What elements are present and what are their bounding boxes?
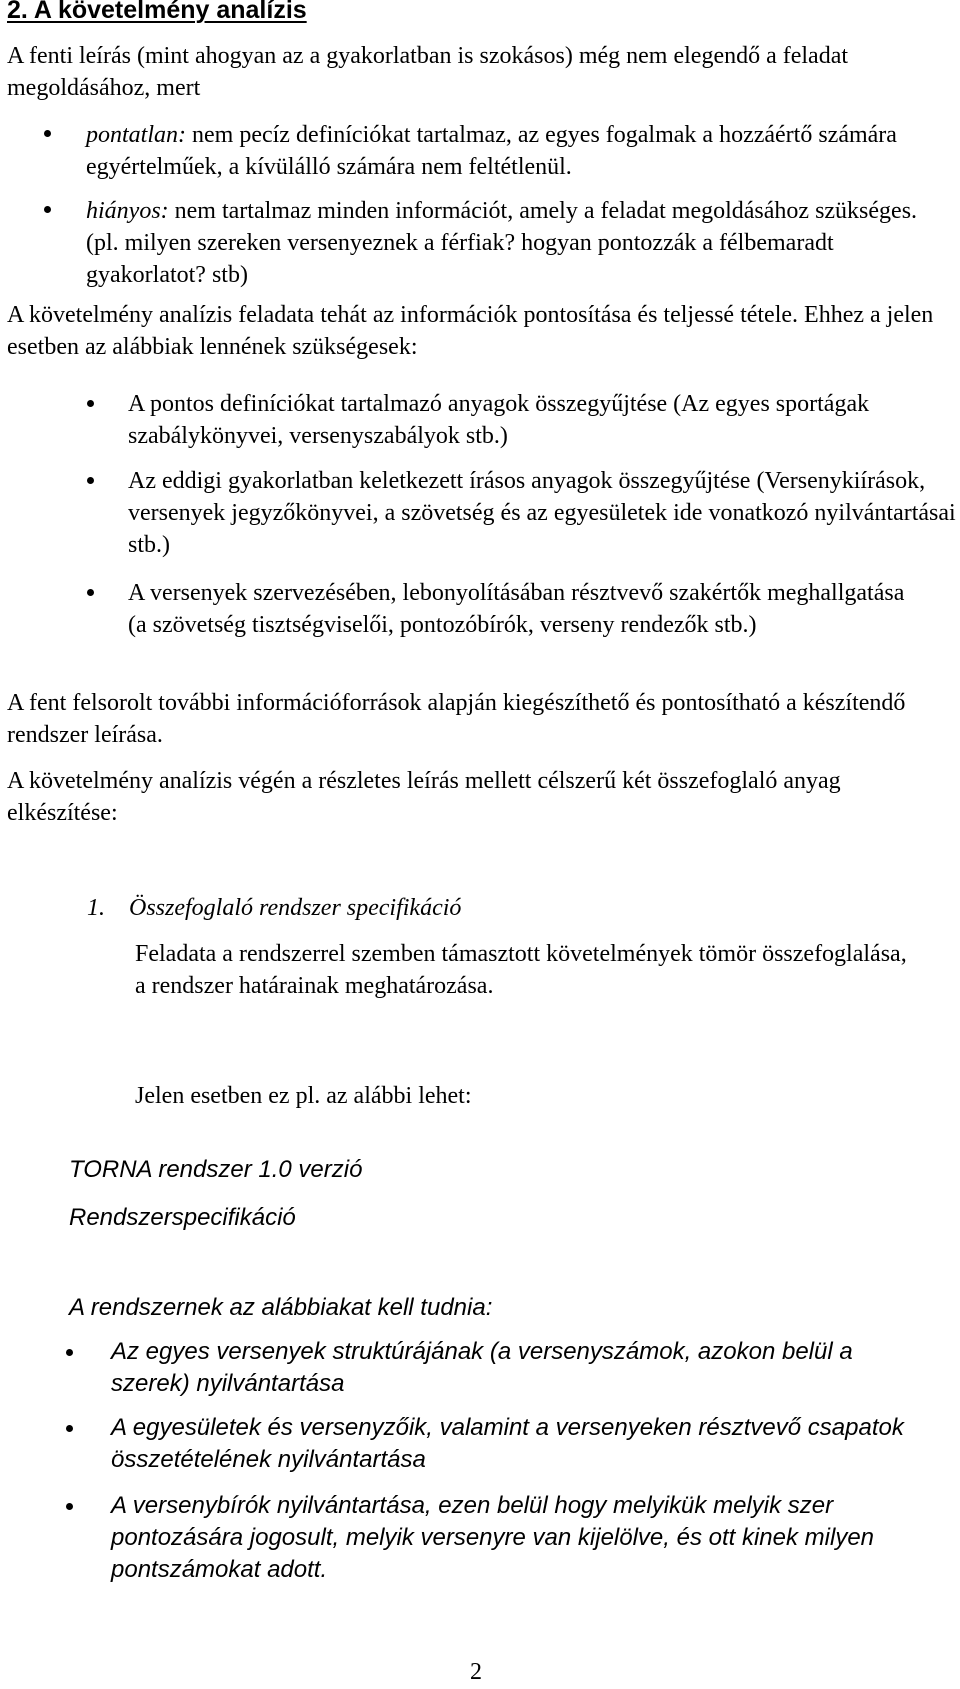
spec-item-clubs: A egyesületek és versenyzőik, valamint a versenyeken résztvevő csapatok összetételének nyilvántartása: [111, 1414, 904, 1473]
bullet-icon: [44, 206, 51, 213]
section-heading: 2. A követelmény analízis: [7, 0, 307, 24]
paragraph-summary: A követelmény analízis végén a részletes leírás mellett célszerű két összefoglaló anyag elkészítése:: [7, 768, 841, 826]
spec-subtitle: Rendszerspecifikáció: [69, 1204, 296, 1231]
intro-paragraph: A fenti leírás (mint ahogyan az a gyakorlatban is szokásos) még nem elegendő a feladat megoldásához, mert: [7, 43, 849, 101]
bullet-icon: [66, 1425, 73, 1432]
bullet-icon: [66, 1503, 73, 1510]
example-intro: Jelen esetben ez pl. az alábbi lehet:: [135, 1083, 472, 1109]
paragraph-sources: A fent felsorolt további információforrások alapján kiegészíthető és pontosítható a készítendő rendszer leírása.: [7, 690, 906, 748]
spec-item-judges: A versenybírók nyilvántartása, ezen belül hogy melyikük melyik szer pontozására jogosult, melyik versenyre van kijelölve, és ott kinek milyen pontszámokat adott.: [111, 1492, 875, 1583]
need-item-experts: A versenyek szervezésében, lebonyolításában résztvevő szakértők meghallgatása (a szövetség tisztségviselői, pontozóbírók, verseny rendezők stb.): [128, 580, 905, 638]
spec-title: TORNA rendszer 1.0 verzió: [69, 1156, 363, 1183]
bullet-icon: [66, 1349, 73, 1356]
problem-item-imprecise: [86, 119, 936, 183]
numbered-heading-title: Összefoglaló rendszer specifikáció: [129, 895, 462, 921]
numbered-heading: [87, 892, 461, 924]
bullet-icon: [44, 130, 51, 137]
bullet-icon: [87, 477, 94, 484]
bullet-icon: [87, 589, 94, 596]
need-item-definitions: A pontos definíciókat tartalmazó anyagok összegyűjtése (Az egyes sportágak szabálykönyvei, versenyszabályok stb.): [128, 391, 870, 449]
spec-item-structure: Az egyes versenyek struktúrájának (a versenyszámok, azokon belül a szerek) nyilvántartása: [111, 1338, 853, 1397]
paragraph-requirements: A követelmény analízis feladata tehát az információk pontosítása és teljessé tétele. Ehhez a jelen esetben az alábbiak lennének szükségesek:: [7, 302, 934, 360]
problem-term: pontatlan:: [86, 122, 186, 148]
page-number: 2: [470, 1659, 482, 1685]
numbered-heading-number: 1.: [87, 895, 105, 921]
spec-intro: A rendszernek az alábbiakat kell tudnia:: [69, 1294, 493, 1321]
need-item-documents: Az eddigi gyakorlatban keletkezett írásos anyagok összegyűjtése (Versenykiírások, versenyek jegyzőkönyvei, a szövetség és az egyesületek ide vonatkozó nyilvántartásai stb.): [128, 468, 956, 558]
bullet-icon: [87, 400, 94, 407]
problem-term: hiányos:: [86, 198, 169, 224]
problem-text: nem pecíz definíciókat tartalmaz, az egyes fogalmak a hozzáértő számára egyértelműek, a kívülálló számára nem feltétlenül.: [86, 122, 897, 180]
problem-text: nem tartalmaz minden információt, amely a feladat megoldásához szükséges. (pl. milyen szereken versenyeznek a férfiak? hogyan pontozzák a félbemaradt gyakorlatot? stb): [86, 198, 918, 288]
spec-description: Feladata a rendszerrel szemben támasztott követelmények tömör összefoglalása, a rendszer határainak meghatározása.: [135, 941, 907, 999]
problem-item-incomplete: [86, 195, 936, 291]
